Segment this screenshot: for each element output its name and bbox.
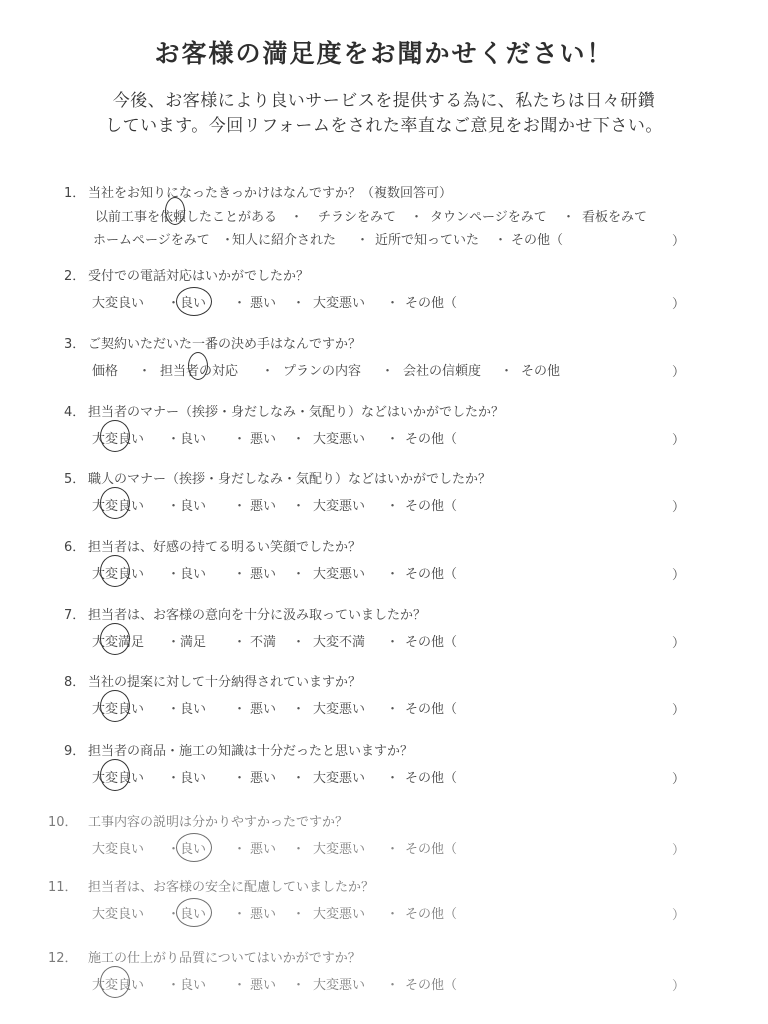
answer-option[interactable]: 会社の信頼度 [403,364,482,379]
separator-dot: ・ [381,364,395,379]
answer-option[interactable]: 価格 [92,364,119,379]
answer-option[interactable]: その他（ [511,233,564,248]
closing-paren: ） [672,979,686,994]
separator-dot: ・ [233,296,247,311]
question-9 [0,740,768,810]
answer-option[interactable]: 良い [180,702,207,717]
separator-dot: ・ [292,296,306,311]
question-number: 12． [48,951,78,966]
question-number: 10． [48,815,78,830]
answer-option[interactable]: 良い [180,978,207,993]
separator-dot: ・ [167,432,181,447]
separator-dot: ・ [386,567,400,582]
answer-option[interactable]: 大変悪い [313,702,366,717]
answer-option[interactable]: 大変悪い [313,978,366,993]
answer-option[interactable]: ホームページをみて [93,233,210,248]
separator-dot: ・ [292,432,306,447]
answer-option[interactable]: 良い [180,296,207,311]
question-text: ご契約いただいた一番の決め手はなんですか？ [88,337,362,352]
intro-line-1: 今後、お客様により良いサービスを提供する為に、私たちは日々研鑽 [112,91,656,111]
answer-option[interactable]: 良い [180,907,207,922]
answer-option[interactable]: 大変不満 [313,635,366,650]
answer-option[interactable]: チラシをみて [318,210,397,225]
answer-option[interactable]: 大変良い [92,771,145,786]
separator-dot: ・ [233,499,247,514]
answer-option[interactable]: 大変悪い [313,771,366,786]
answer-option[interactable]: 不満 [250,635,277,650]
closing-paren: ） [672,908,686,923]
closing-paren: ） [672,234,686,249]
answer-option[interactable]: 大変悪い [313,907,366,922]
separator-dot: ・ [167,771,181,786]
question-number: 4． [64,405,86,420]
question-10 [0,811,768,881]
question-4 [0,401,768,471]
question-number: 8． [64,675,86,690]
question-11 [0,876,768,946]
separator-dot: ・ [356,233,370,248]
separator-dot: ・ [386,771,400,786]
question-text: 担当者は、好感の持てる明るい笑顔でしたか？ [88,540,362,555]
question-text: 工事内容の説明は分かりやすかったですか？ [88,815,349,830]
question-5 [0,468,768,538]
answer-option[interactable]: その他 [521,364,561,379]
question-8 [0,671,768,741]
answer-option[interactable]: 悪い [250,296,277,311]
answer-option[interactable]: その他（ [405,907,458,922]
answer-option[interactable]: 看板をみて [582,210,648,225]
separator-dot: ・ [292,771,306,786]
closing-paren: ） [672,297,686,312]
separator-dot: ・ [386,702,400,717]
answer-option[interactable]: 悪い [250,499,277,514]
answer-option[interactable]: その他（ [405,567,458,582]
answer-option[interactable]: 悪い [250,771,277,786]
closing-paren: ） [672,433,686,448]
separator-dot: ・ [292,978,306,993]
separator-dot: ・ [292,635,306,650]
separator-dot: ・ [386,635,400,650]
separator-dot: ・ [167,499,181,514]
separator-dot: ・ [292,499,306,514]
separator-dot: ・ [562,210,576,225]
separator-dot: ・ [167,842,181,857]
question-1 [0,182,768,252]
separator-dot: ・ [261,364,275,379]
question-text: 担当者は、お客様の意向を十分に汲み取っていましたか？ [88,608,427,623]
answer-option[interactable]: タウンページをみて [430,210,547,225]
answer-option[interactable]: その他（ [405,842,458,857]
separator-dot: ・ [386,432,400,447]
answer-option[interactable]: 知人に紹介された [232,233,337,248]
answer-option[interactable]: プランの内容 [283,364,362,379]
question-6 [0,536,768,606]
separator-dot: ・ [167,296,181,311]
question-number: 7． [64,608,86,623]
question-number: 2． [64,269,86,284]
answer-option[interactable]: 満足 [180,635,207,650]
question-text: 担当者のマナー（挨拶・身だしなみ・気配り）などはいかがでしたか？ [88,405,505,420]
question-text: 当社をお知りになったきっかけはなんですか？（複数回答可） [88,186,453,201]
separator-dot: ・ [233,635,247,650]
question-number: 11． [48,880,78,895]
answer-option[interactable]: 大変良い [92,702,145,717]
separator-dot: ・ [233,567,247,582]
answer-option[interactable]: 以前工事を依頼したことがある [95,210,278,225]
question-text: 担当者の商品・施工の知識は十分だったと思いますか？ [88,744,414,759]
answer-option[interactable]: 大変悪い [313,499,366,514]
closing-paren: ） [672,703,686,718]
separator-dot: ・ [500,364,514,379]
question-3 [0,333,768,403]
question-text: 受付での電話対応はいかがでしたか？ [88,269,310,284]
answer-option[interactable]: 良い [180,499,207,514]
separator-dot: ・ [290,210,304,225]
answer-option[interactable]: 大変悪い [313,567,366,582]
separator-dot: ・ [386,907,400,922]
answer-option[interactable]: 大変良い [92,432,145,447]
question-text: 担当者は、お客様の安全に配慮していましたか？ [88,880,375,895]
answer-option[interactable]: 悪い [250,567,277,582]
question-number: 3． [64,337,86,352]
separator-dot: ・ [292,842,306,857]
answer-option[interactable]: その他（ [405,499,458,514]
answer-option[interactable]: 近所で知っていた [375,233,480,248]
answer-option[interactable]: 悪い [250,907,277,922]
answer-option[interactable]: その他（ [405,432,458,447]
answer-option[interactable]: 大変良い [92,907,145,922]
answer-option[interactable]: 大変満足 [92,635,145,650]
answer-option[interactable]: 担当者の対応 [160,364,239,379]
answer-option[interactable]: 大変悪い [313,296,366,311]
separator-dot: ・ [167,978,181,993]
answer-option[interactable]: 悪い [250,842,277,857]
separator-dot: ・ [233,432,247,447]
answer-option[interactable]: 悪い [250,432,277,447]
answer-option[interactable]: 大変良い [92,499,145,514]
answer-option[interactable]: その他（ [405,978,458,993]
answer-option[interactable]: その他（ [405,635,458,650]
answer-option[interactable]: その他（ [405,771,458,786]
separator-dot: ・ [386,296,400,311]
question-number: 1． [64,186,86,201]
answer-option[interactable]: その他（ [405,702,458,717]
separator-dot: ・ [292,907,306,922]
answer-option[interactable]: 悪い [250,702,277,717]
intro-line-2: しています。今回リフォームをされた率直なご意見をお聞かせ下さい。 [105,116,663,136]
question-7 [0,604,768,674]
separator-dot: ・ [386,499,400,514]
separator-dot: ・ [233,842,247,857]
page-title: お客様の満足度をお聞かせください！ [154,39,614,68]
question-number: 5． [64,472,86,487]
question-text: 施工の仕上がり品質についてはいかがですか？ [88,951,361,966]
separator-dot: ・ [233,771,247,786]
answer-option[interactable]: 良い [180,432,207,447]
question-2 [0,265,768,335]
answer-option[interactable]: 良い [180,842,207,857]
answer-option[interactable]: 良い [180,771,207,786]
closing-paren: ） [672,843,686,858]
separator-dot: ・ [167,702,181,717]
answer-option[interactable]: 悪い [250,978,277,993]
answer-option[interactable]: 大変悪い [313,432,366,447]
separator-dot: ・ [221,233,235,248]
question-number: 9． [64,744,86,759]
answer-option[interactable]: 良い [180,567,207,582]
separator-dot: ・ [386,978,400,993]
answer-option[interactable]: 大変悪い [313,842,366,857]
separator-dot: ・ [233,702,247,717]
answer-option[interactable]: 大変良い [92,842,145,857]
separator-dot: ・ [167,907,181,922]
separator-dot: ・ [410,210,424,225]
separator-dot: ・ [233,907,247,922]
question-text: 当社の提案に対して十分納得されていますか？ [88,675,362,690]
question-number: 6． [64,540,86,555]
question-12 [0,947,768,1017]
separator-dot: ・ [292,567,306,582]
separator-dot: ・ [138,364,152,379]
question-text: 職人のマナー（挨拶・身だしなみ・気配り）などはいかがでしたか？ [88,472,492,487]
separator-dot: ・ [167,635,181,650]
separator-dot: ・ [494,233,508,248]
closing-paren: ） [672,365,686,380]
separator-dot: ・ [233,978,247,993]
answer-option[interactable]: 大変良い [92,567,145,582]
separator-dot: ・ [292,702,306,717]
closing-paren: ） [672,568,686,583]
separator-dot: ・ [167,567,181,582]
answer-option[interactable]: 大変良い [92,978,145,993]
closing-paren: ） [672,500,686,515]
closing-paren: ） [672,772,686,787]
answer-option[interactable]: 大変良い [92,296,145,311]
answer-option[interactable]: その他（ [405,296,458,311]
closing-paren: ） [672,636,686,651]
separator-dot: ・ [386,842,400,857]
